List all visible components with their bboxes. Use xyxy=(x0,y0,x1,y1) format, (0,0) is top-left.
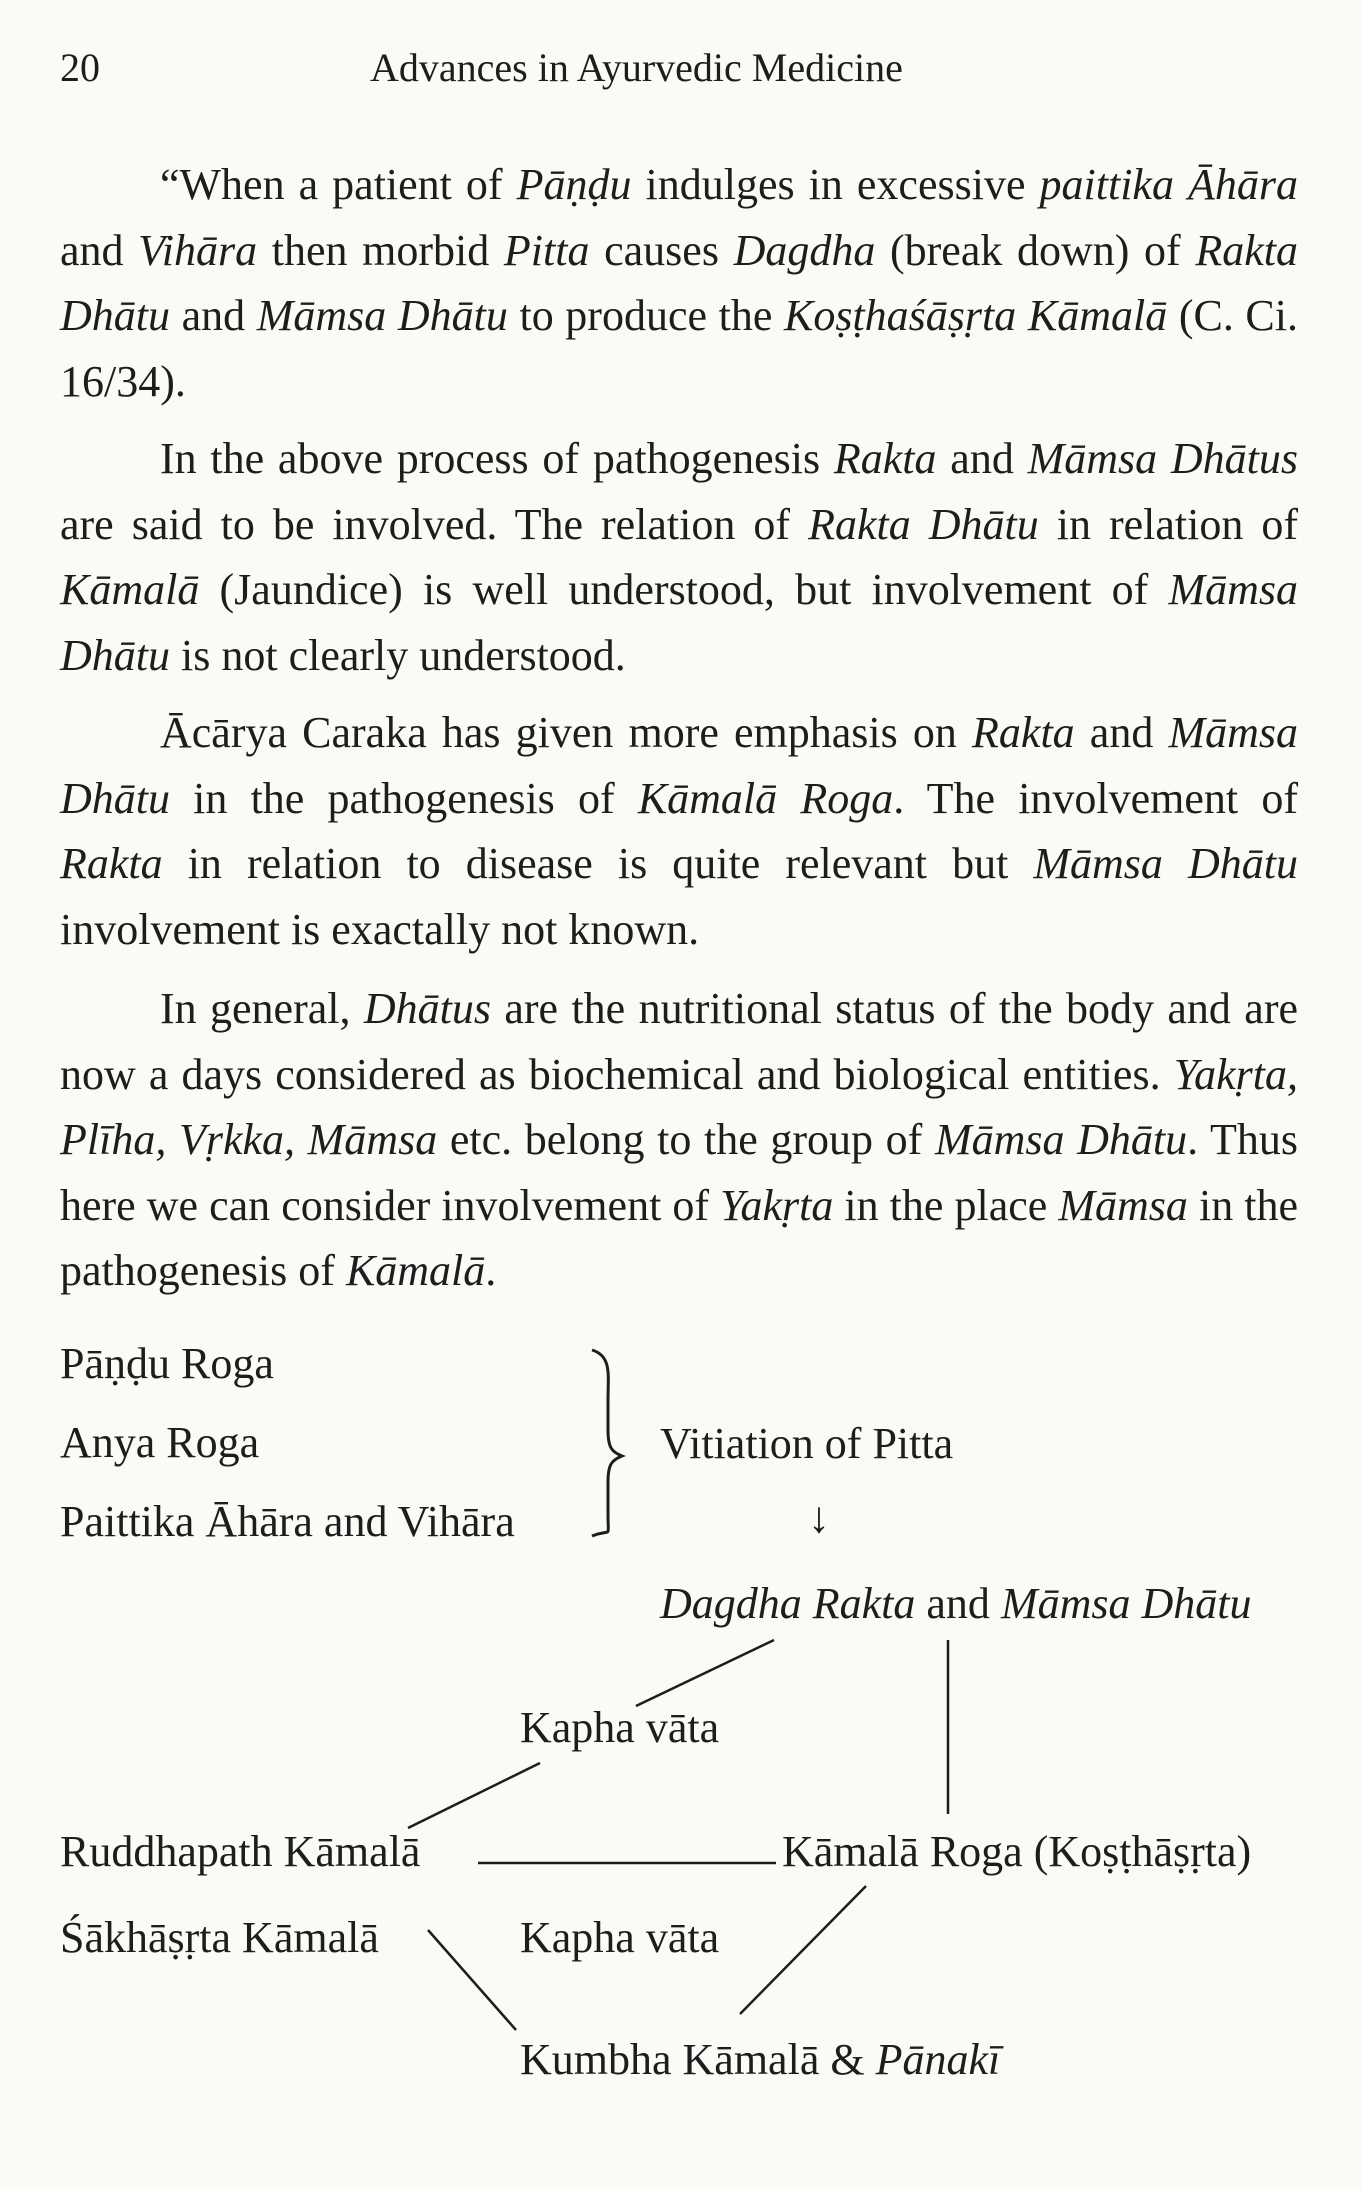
kapha-vata-upper: Kapha vāta xyxy=(520,1703,720,1752)
vitiation-of-pitta: Vitiation of Pitta xyxy=(660,1419,954,1468)
cause-paittika-ahara: Paittika Āhāra and Vihāra xyxy=(60,1497,515,1546)
ruddhapath-kamala: Ruddhapath Kāmalā xyxy=(60,1827,421,1876)
paragraph-2: In the above process of pathogenesis Rakta and Māmsa Dhātus are said to be involved. The relation of Rakta Dhātu in relation of Kāmalā (Jaundice) is well understood, but involvement of Māmsa Dhātu is not clearly understood. xyxy=(60,434,1299,680)
paragraph-1: “When a patient of Pāṇḍu indulges in excessive paittika Āhāra and Vihāra then morbid Pitta causes Dagdha (break down) of Rakta Dhātu and Māmsa Dhātu to produce the Koṣṭhaśāṣṛta Kāmalā (C. Ci. 16/34). xyxy=(60,160,1299,406)
paragraph-4: In general, Dhātus are the nutritional status of the body and are now a days considered as biochemical and biological entities. Yakṛta, Plīha, Vṛkka, Māmsa etc. belong to the group of Māmsa Dhātu. Thus here we can consider involvement of Yakṛta in the place Māmsa in the pathogenesis of Kāmalā. xyxy=(60,984,1299,1295)
kamala-roga-kosthasrta: Kāmalā Roga (Koṣṭhāṣṛta) xyxy=(782,1827,1252,1876)
grouping-brace xyxy=(592,1350,622,1536)
connector-kamala-kumbha xyxy=(740,1886,866,2014)
page-number: 20 xyxy=(60,45,100,90)
kumbha-kamala-panaki: Kumbha Kāmalā & Pānakī xyxy=(520,2035,1001,2084)
cause-anya-roga: Anya Roga xyxy=(60,1418,260,1467)
connector-kapha-ruddhapath xyxy=(408,1763,540,1828)
connector-dagdha-kapha xyxy=(636,1640,774,1706)
paragraph-3: Ācārya Caraka has given more emphasis on Rakta and Māmsa Dhātu in the pathogenesis of Kāmalā Roga. The involvement of Rakta in relation to disease is quite relevant but Māmsa Dhātu involvement is exactally not known. xyxy=(60,708,1299,954)
dagdha-rakta-mamsa: Dagdha Rakta and Māmsa Dhātu xyxy=(660,1579,1252,1628)
cause-pandu-roga: Pāṇḍu Roga xyxy=(60,1339,274,1388)
running-title: Advances in Ayurvedic Medicine xyxy=(370,45,903,90)
sakhasrta-kamala: Śākhāṣṛta Kāmalā xyxy=(60,1913,379,1962)
down-arrow: ↓ xyxy=(808,1493,830,1542)
kapha-vata-lower: Kapha vāta xyxy=(520,1913,720,1962)
connector-sakhasrta-kumbha xyxy=(428,1930,516,2030)
